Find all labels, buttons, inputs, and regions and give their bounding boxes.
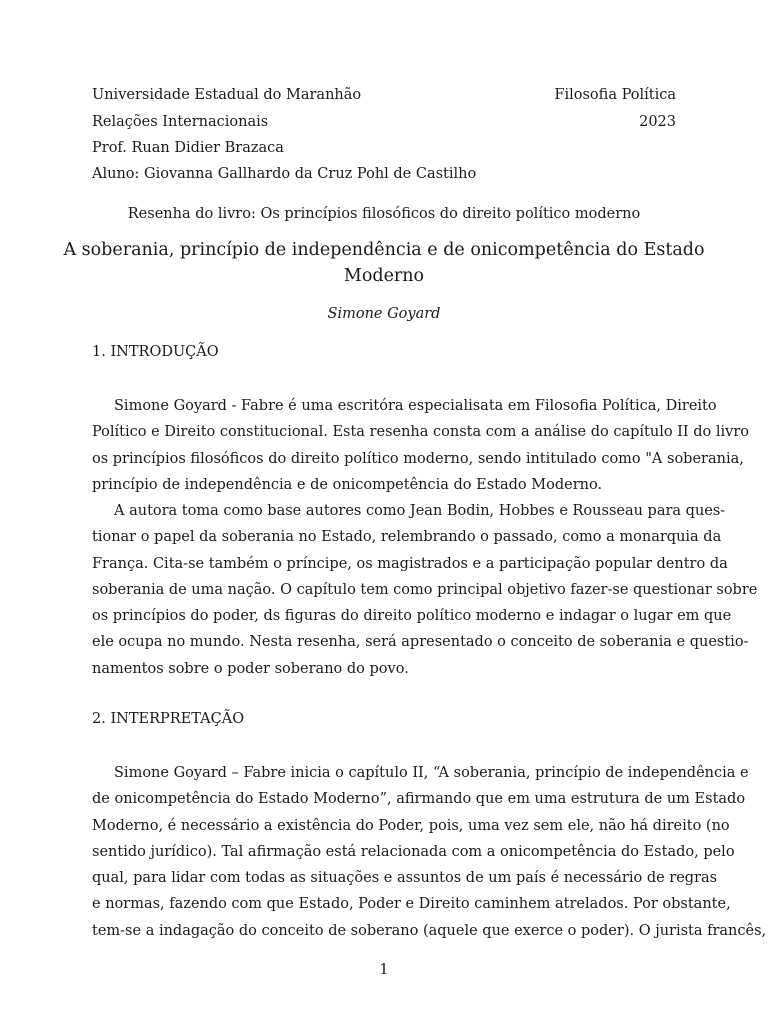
book-subtitle: Resenha do livro: Os princípios filosóficos do direito político moderno (127, 206, 641, 222)
text-line: sentido jurídico). Tal afirmação está relacionada com a onicompetência do Estado, pelo (92, 843, 735, 860)
title-line: A soberania, princípio de independência e de onicompetência do Estado (63, 240, 705, 260)
text-line: ele ocupa no mundo. Nesta resenha, será apresentado o conceito de soberania e questio- (92, 634, 749, 651)
header-row-1 (92, 86, 676, 104)
course-subject: Filosofia Política (554, 87, 676, 103)
program-name: Relações Internacionais (92, 114, 269, 130)
text-line: os princípios filosóficos do direito político moderno, sendo intitulado como "A soberania, (92, 450, 744, 467)
text-line: Moderno, é necessário a existência do Poder, pois, uma vez sem ele, não há direito (no (92, 817, 730, 834)
text-line: os princípios do poder, ds figuras do direito político moderno e indagar o lugar em que (92, 608, 732, 625)
section-heading-interpretacao: 2. INTERPRETAÇÃO (92, 711, 245, 727)
page-number: 1 (379, 962, 389, 978)
text-line: de onicompetência do Estado Moderno”, afirmando que em uma estrutura de um Estado (92, 791, 746, 808)
text-line: soberania de uma nação. O capítulo tem como principal objetivo fazer-se questionar sobre (92, 581, 758, 598)
text-line: e normas, fazendo com que Estado, Poder e Direito caminhem atrelados. Por obstante, (92, 896, 731, 913)
text-line: qual, para lidar com todas as situações e assuntos de um país é necessário de regras (92, 870, 718, 887)
student-name: Aluno: Giovanna Gallhardo da Cruz Pohl de Castilho (92, 166, 477, 182)
text-line: namentos sobre o poder soberano do povo. (92, 660, 409, 677)
university-name: Universidade Estadual do Maranhão (92, 87, 362, 103)
section-heading-introducao: 1. INTRODUÇÃO (92, 344, 219, 360)
text-line: França. Cita-se também o príncipe, os magistrados e a participação popular dentro da (92, 555, 728, 572)
text-line: tem-se a indagação do conceito de soberano (aquele que exerce o poder). O jurista francês, (92, 922, 767, 939)
author-name: Simone Goyard (327, 306, 441, 322)
title-line: Moderno (343, 266, 425, 286)
text-line: princípio de independência e de onicompetência do Estado Moderno. (92, 476, 603, 493)
text-line: Simone Goyard - Fabre é uma escritóra especialisata em Filosofia Política, Direito (114, 398, 717, 414)
paragraph (92, 393, 749, 498)
paragraph (92, 760, 767, 944)
header-row-4 (92, 165, 676, 183)
text-line: A autora toma como base autores como Jean Bodin, Hobbes e Rousseau para ques- (114, 503, 726, 519)
text-line: Simone Goyard – Fabre inicia o capítulo II, “A soberania, princípio de independência e (114, 765, 749, 781)
year: 2023 (639, 114, 676, 130)
header-row-3 (92, 139, 676, 157)
document-title (0, 238, 768, 288)
text-line: tionar o papel da soberania no Estado, relembrando o passado, como a monarquia da (92, 529, 722, 546)
professor-name: Prof. Ruan Didier Brazaca (92, 140, 284, 156)
header-row-2 (92, 113, 676, 131)
text-line: Político e Direito constitucional. Esta resenha consta com a análise do capítulo II do livro (92, 424, 749, 441)
paragraph (92, 498, 758, 682)
